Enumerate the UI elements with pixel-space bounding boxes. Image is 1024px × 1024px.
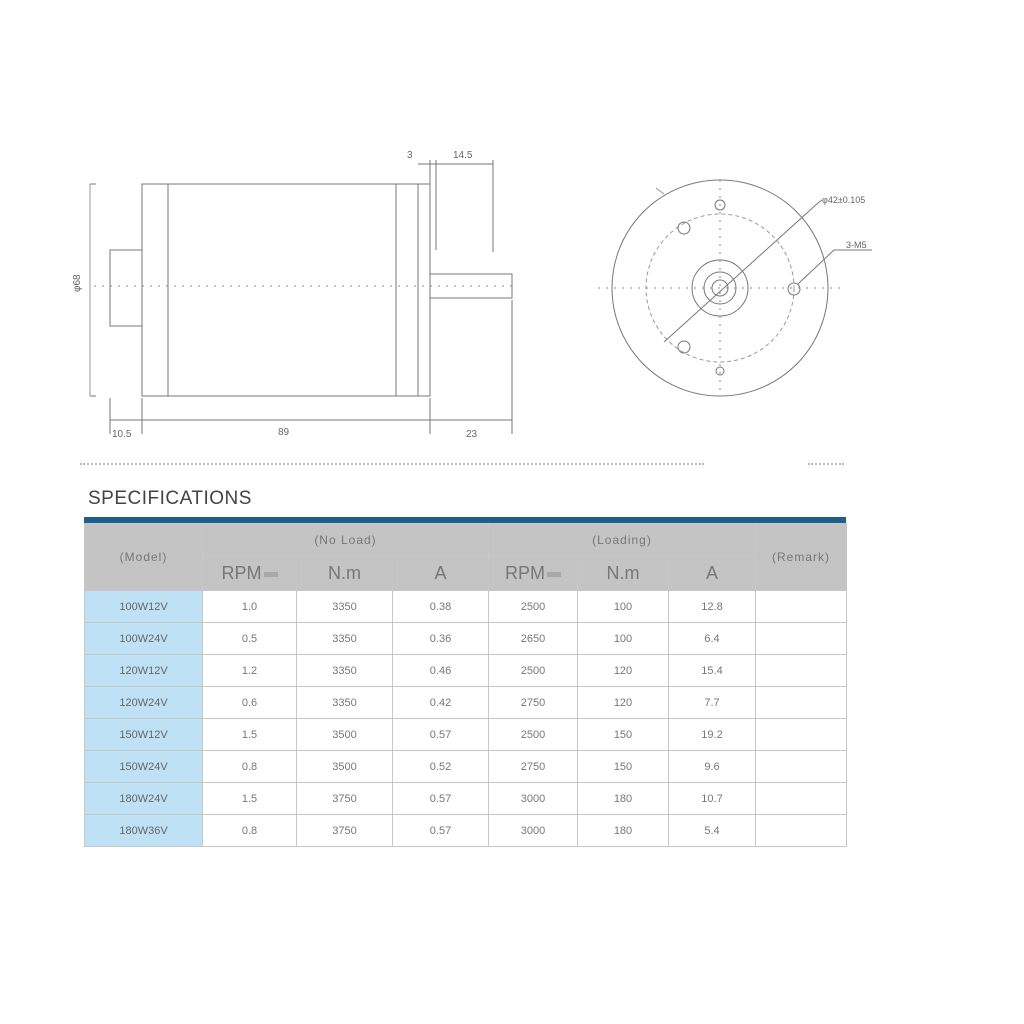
unit-header: A xyxy=(393,557,489,591)
value-cell: 0.6 xyxy=(203,687,297,719)
value-cell: 3750 xyxy=(297,783,393,815)
remark-cell xyxy=(756,751,847,783)
value-cell: 0.8 xyxy=(203,751,297,783)
value-cell: 2750 xyxy=(489,687,578,719)
dim-shaft: 23 xyxy=(466,429,478,440)
value-cell: 3750 xyxy=(297,815,393,847)
model-cell: 100W12V xyxy=(85,591,203,623)
model-cell: 120W12V xyxy=(85,655,203,687)
value-cell: 6.4 xyxy=(669,623,756,655)
remark-cell xyxy=(756,719,847,751)
value-cell: 0.57 xyxy=(393,815,489,847)
value-cell: 7.7 xyxy=(669,687,756,719)
specifications-table xyxy=(84,523,847,847)
value-cell: 1.5 xyxy=(203,719,297,751)
header-no-load: (No Load) xyxy=(203,524,489,557)
value-cell: 1.2 xyxy=(203,655,297,687)
unit-header: N.m xyxy=(297,557,393,591)
value-cell: 0.8 xyxy=(203,815,297,847)
value-cell: 150 xyxy=(578,719,669,751)
dotted-separator-right xyxy=(808,463,844,465)
value-cell: 100 xyxy=(578,591,669,623)
value-cell: 120 xyxy=(578,655,669,687)
value-cell: 3500 xyxy=(297,751,393,783)
remark-cell xyxy=(756,815,847,847)
value-cell: 3350 xyxy=(297,591,393,623)
specifications-table-body xyxy=(85,591,847,847)
value-cell: 3000 xyxy=(489,815,578,847)
model-cell: 180W24V xyxy=(85,783,203,815)
value-cell: 3350 xyxy=(297,623,393,655)
unit-bar-icon xyxy=(547,572,561,577)
side-view-drawing xyxy=(90,160,514,434)
unit-label: RPM xyxy=(221,563,262,583)
table-row xyxy=(85,751,847,783)
table-row xyxy=(85,687,847,719)
table-row xyxy=(85,623,847,655)
value-cell: 0.46 xyxy=(393,655,489,687)
dim-flange: 3 xyxy=(407,150,413,161)
unit-label: RPM xyxy=(505,563,545,583)
value-cell: 9.6 xyxy=(669,751,756,783)
unit-header xyxy=(489,557,578,591)
value-cell: 3500 xyxy=(297,719,393,751)
dotted-separator-left xyxy=(80,463,704,465)
value-cell: 0.57 xyxy=(393,783,489,815)
remark-cell xyxy=(756,591,847,623)
table-row xyxy=(85,591,847,623)
header-remark: (Remark) xyxy=(756,524,847,591)
value-cell: 3350 xyxy=(297,655,393,687)
value-cell: 0.52 xyxy=(393,751,489,783)
table-row xyxy=(85,783,847,815)
header-model: (Model) xyxy=(85,524,203,591)
unit-bar-icon xyxy=(264,572,278,577)
dim-body: 89 xyxy=(278,427,290,438)
value-cell: 180 xyxy=(578,815,669,847)
value-cell: 12.8 xyxy=(669,591,756,623)
model-cell: 180W36V xyxy=(85,815,203,847)
model-cell: 150W24V xyxy=(85,751,203,783)
value-cell: 19.2 xyxy=(669,719,756,751)
value-cell: 180 xyxy=(578,783,669,815)
model-cell: 150W12V xyxy=(85,719,203,751)
value-cell: 3350 xyxy=(297,687,393,719)
value-cell: 5.4 xyxy=(669,815,756,847)
value-cell: 1.0 xyxy=(203,591,297,623)
value-cell: 150 xyxy=(578,751,669,783)
unit-header: N.m xyxy=(578,557,669,591)
value-cell: 0.42 xyxy=(393,687,489,719)
value-cell: 100 xyxy=(578,623,669,655)
specifications-title: SPECIFICATIONS xyxy=(88,488,252,509)
dim-diameter: φ68 xyxy=(72,274,83,292)
table-row xyxy=(85,655,847,687)
value-cell: 1.5 xyxy=(203,783,297,815)
value-cell: 15.4 xyxy=(669,655,756,687)
value-cell: 120 xyxy=(578,687,669,719)
model-cell: 120W24V xyxy=(85,687,203,719)
dim-bolt-circle: φ42±0.105 xyxy=(822,195,866,205)
dim-rear: 10.5 xyxy=(112,429,132,440)
remark-cell xyxy=(756,783,847,815)
value-cell: 2500 xyxy=(489,591,578,623)
dim-shaft-top: 14.5 xyxy=(453,150,473,161)
value-cell: 10.7 xyxy=(669,783,756,815)
table-row xyxy=(85,719,847,751)
value-cell: 2500 xyxy=(489,655,578,687)
remark-cell xyxy=(756,687,847,719)
value-cell: 2500 xyxy=(489,719,578,751)
model-cell: 100W24V xyxy=(85,623,203,655)
value-cell: 0.57 xyxy=(393,719,489,751)
value-cell: 2750 xyxy=(489,751,578,783)
remark-cell xyxy=(756,655,847,687)
front-view-drawing xyxy=(598,180,872,396)
value-cell: 0.36 xyxy=(393,623,489,655)
header-loading: (Loading) xyxy=(489,524,756,557)
value-cell: 0.5 xyxy=(203,623,297,655)
unit-header: A xyxy=(669,557,756,591)
value-cell: 0.38 xyxy=(393,591,489,623)
remark-cell xyxy=(756,623,847,655)
unit-header xyxy=(203,557,297,591)
value-cell: 2650 xyxy=(489,623,578,655)
table-row xyxy=(85,815,847,847)
value-cell: 3000 xyxy=(489,783,578,815)
motor-technical-drawings xyxy=(0,0,1024,480)
dim-screws: 3-M5 xyxy=(846,240,867,250)
